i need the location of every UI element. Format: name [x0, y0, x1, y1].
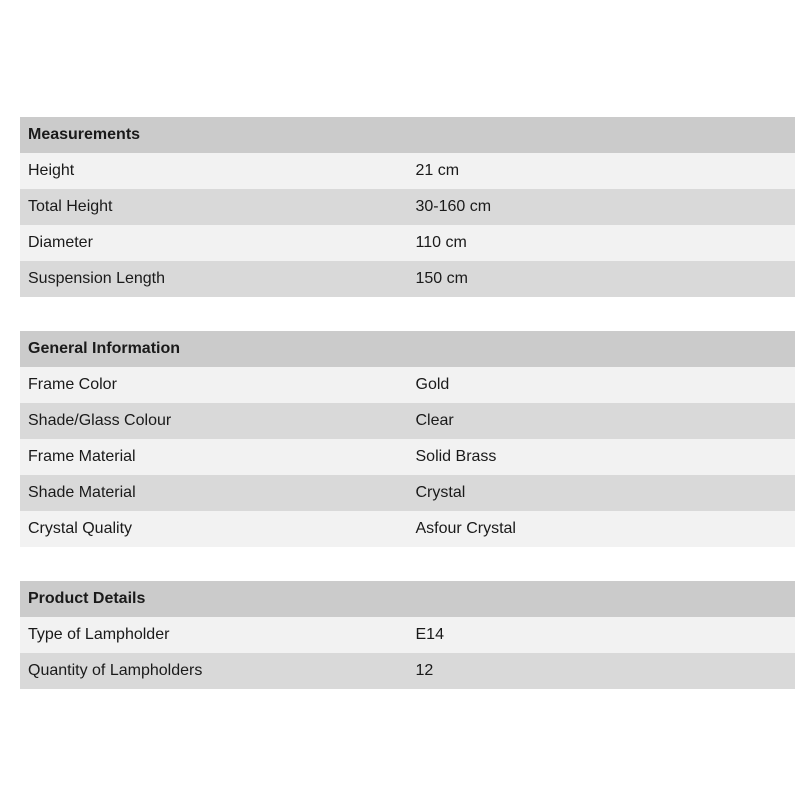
table-row [20, 153, 795, 189]
section-title: General Information [20, 331, 795, 367]
row-label: Frame Color [20, 367, 408, 403]
row-label: Suspension Length [20, 261, 408, 297]
row-value: 21 cm [408, 153, 796, 189]
section-title: Measurements [20, 117, 795, 153]
row-value: 12 [408, 653, 796, 689]
row-label: Height [20, 153, 408, 189]
table-row [20, 617, 795, 653]
row-value: 30-160 cm [408, 189, 796, 225]
table-row [20, 475, 795, 511]
specification-tables [20, 117, 795, 689]
table-row [20, 189, 795, 225]
product-details-table [20, 581, 795, 689]
table-row [20, 261, 795, 297]
section-header [20, 117, 795, 153]
table-row [20, 403, 795, 439]
row-value: Clear [408, 403, 796, 439]
table-row [20, 225, 795, 261]
table-row [20, 511, 795, 547]
measurements-table [20, 117, 795, 297]
row-label: Type of Lampholder [20, 617, 408, 653]
row-label: Quantity of Lampholders [20, 653, 408, 689]
table-row [20, 367, 795, 403]
general-information-table [20, 331, 795, 547]
row-label: Shade/Glass Colour [20, 403, 408, 439]
row-label: Total Height [20, 189, 408, 225]
section-title: Product Details [20, 581, 795, 617]
row-label: Shade Material [20, 475, 408, 511]
row-value: Solid Brass [408, 439, 796, 475]
table-row [20, 653, 795, 689]
row-label: Frame Material [20, 439, 408, 475]
row-label: Diameter [20, 225, 408, 261]
row-label: Crystal Quality [20, 511, 408, 547]
section-header [20, 581, 795, 617]
section-header [20, 331, 795, 367]
row-value: Crystal [408, 475, 796, 511]
row-value: 110 cm [408, 225, 796, 261]
row-value: 150 cm [408, 261, 796, 297]
row-value: Gold [408, 367, 796, 403]
row-value: Asfour Crystal [408, 511, 796, 547]
table-row [20, 439, 795, 475]
row-value: E14 [408, 617, 796, 653]
